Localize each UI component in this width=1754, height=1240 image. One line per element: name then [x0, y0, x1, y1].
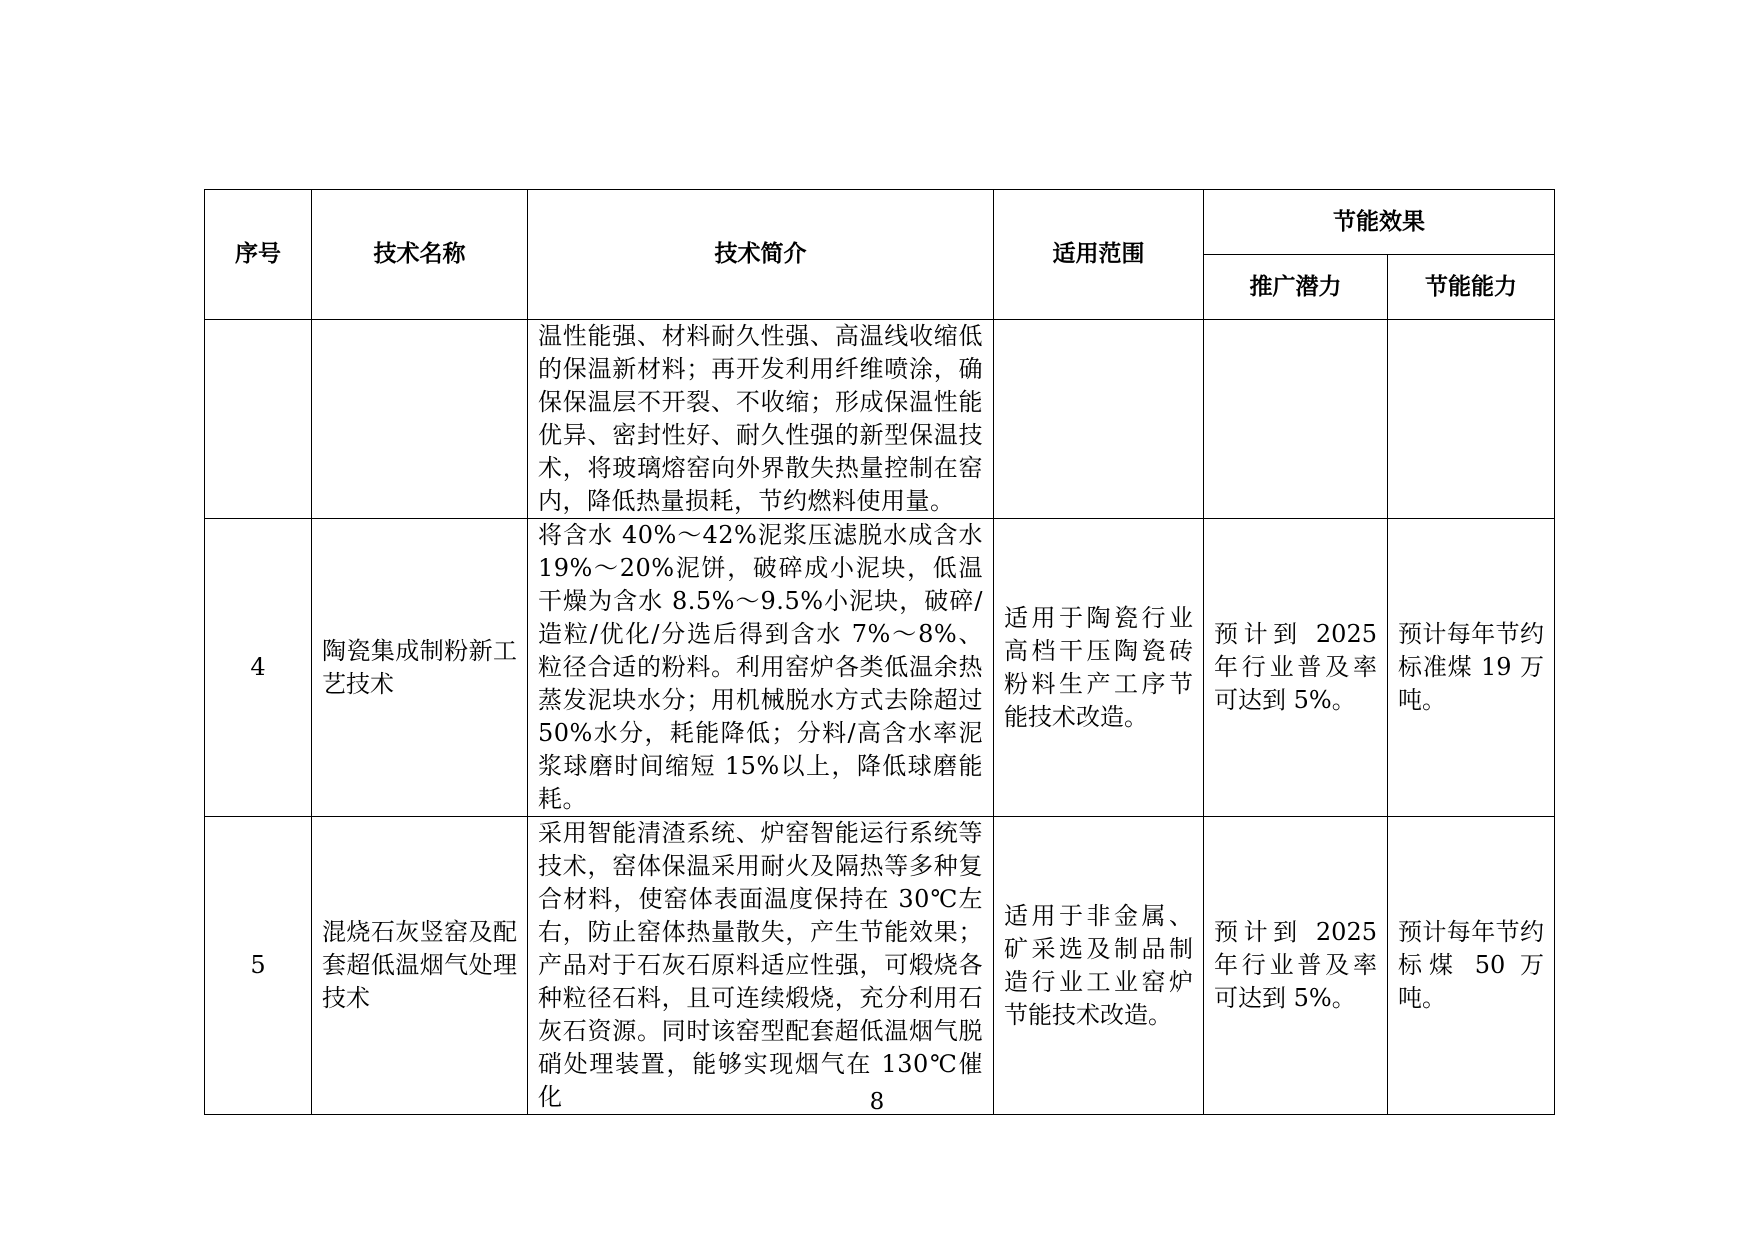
- row-potential: 预计到 2025 年行业普及率可达到 5%。: [1204, 817, 1388, 1115]
- row-intro: 温性能强、材料耐久性强、高温线收缩低的保温新材料；再开发利用纤维喷涂，确保保温层不开裂、不收缩；形成保温性能优异、密封性好、耐久性强的新型保温技术，将玻璃熔窑向外界散失热量控制在窑内，降低热量损耗，节约燃料使用量。: [528, 320, 994, 519]
- row-capacity: 预计每年节约标煤 50 万吨。: [1388, 817, 1555, 1115]
- header-potential: 推广潜力: [1204, 255, 1388, 320]
- row-capacity: 预计每年节约标准煤 19 万吨。: [1388, 519, 1555, 817]
- row-name: [312, 320, 528, 519]
- row-scope: [994, 320, 1204, 519]
- row-seq: [205, 320, 312, 519]
- page-number: 8: [869, 1089, 885, 1115]
- row-potential: [1204, 320, 1388, 519]
- row-potential: 预计到 2025 年行业普及率可达到 5%。: [1204, 519, 1388, 817]
- row-capacity: [1388, 320, 1555, 519]
- header-scope: 适用范围: [994, 190, 1204, 320]
- table-row: [205, 817, 1555, 1115]
- row-seq: 5: [205, 817, 312, 1115]
- header-name: 技术名称: [312, 190, 528, 320]
- header-effect: 节能效果: [1204, 190, 1555, 255]
- tech-table: [204, 189, 1555, 1115]
- header-seq: 序号: [205, 190, 312, 320]
- row-intro: 采用智能清渣系统、炉窑智能运行系统等技术，窑体保温采用耐火及隔热等多种复合材料，使窑体表面温度保持在 30℃左右，防止窑体热量散失，产生节能效果；产品对于石灰石原料适应性强，可煅烧各种粒径石料，且可连续煅烧，充分利用石灰石资源。同时该窑型配套超低温烟气脱硝处理装置，能够实现烟气在 130℃催化: [528, 817, 994, 1115]
- row-name: 陶瓷集成制粉新工艺技术: [312, 519, 528, 817]
- row-intro: 将含水 40%～42%泥浆压滤脱水成含水19%～20%泥饼，破碎成小泥块，低温干燥为含水 8.5%～9.5%小泥块，破碎/造粒/优化/分选后得到含水 7%～8%、粒径合适的粉料。利用窑炉各类低温余热蒸发泥块水分；用机械脱水方式去除超过 50%水分，耗能降低；分料/高含水率泥浆球磨时间缩短 15%以上，降低球磨能耗。: [528, 519, 994, 817]
- header-capacity: 节能能力: [1388, 255, 1555, 320]
- table-row: [205, 519, 1555, 817]
- header-intro: 技术简介: [528, 190, 994, 320]
- row-seq: 4: [205, 519, 312, 817]
- table-row: [205, 320, 1555, 519]
- row-scope: 适用于陶瓷行业高档干压陶瓷砖粉料生产工序节能技术改造。: [994, 519, 1204, 817]
- row-name: 混烧石灰竖窑及配套超低温烟气处理技术: [312, 817, 528, 1115]
- row-scope: 适用于非金属、矿采选及制品制造行业工业窑炉节能技术改造。: [994, 817, 1204, 1115]
